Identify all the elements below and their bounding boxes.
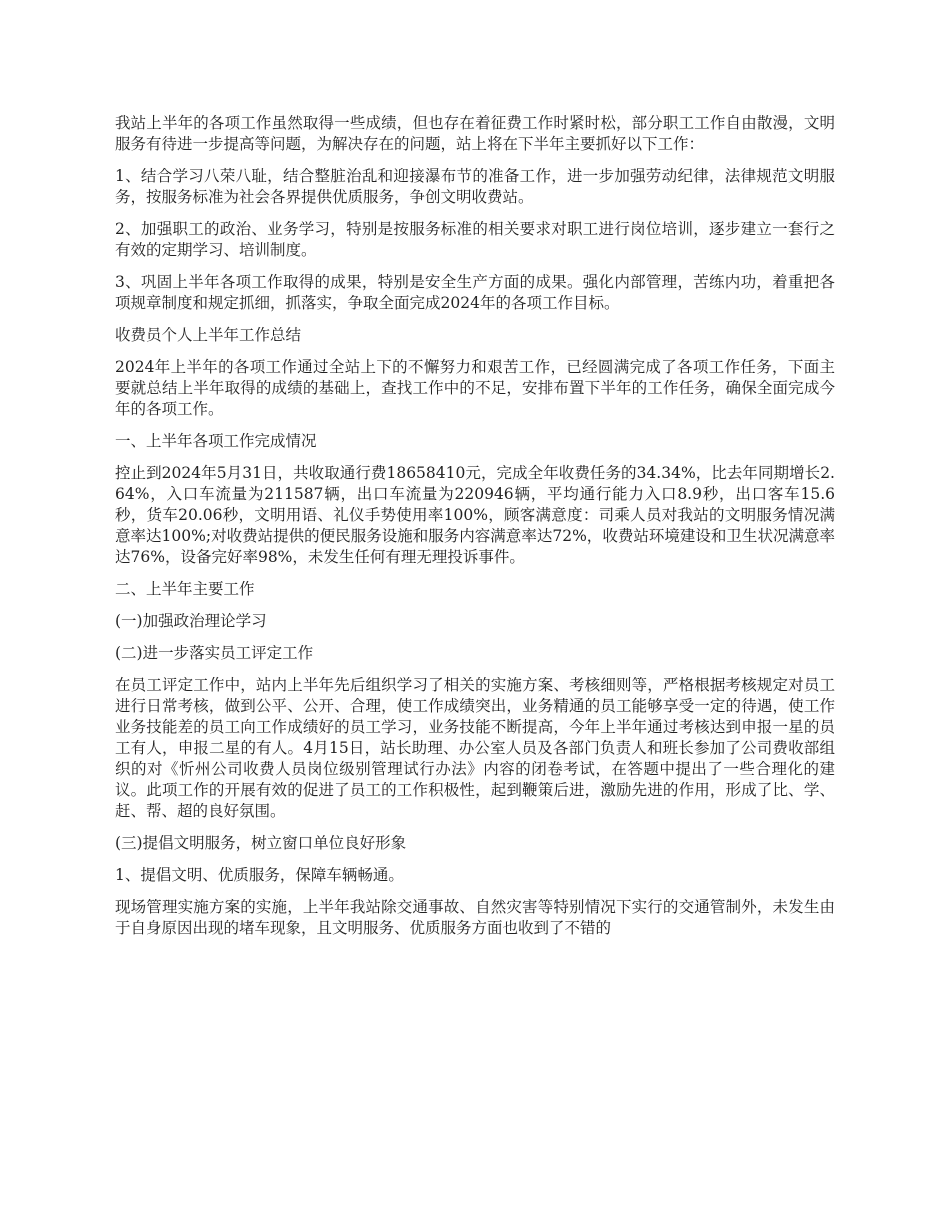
plan-item-1: 1、结合学习八荣八耻，结合整脏治乱和迎接瀑布节的准备工作，进一步加强劳动纪律，法律规范文明服务，按服务标准为社会各界提供优质服务，争创文明收费站。 xyxy=(115,167,835,206)
subheading-staff-evaluation: (二)进一步落实员工评定工作 xyxy=(115,644,314,662)
intro-paragraph: 我站上半年的各项工作虽然取得一些成绩，但也存在着征费工作时紧时松，部分职工工作自由散漫，文明服务有待进一步提高等问题，为解决存在的问题，站上将在下半年主要抓好以下工作： xyxy=(115,114,835,153)
plan-item-3: 3、巩固上半年各项工作取得的成果，特别是安全生产方面的成果。强化内部管理，苦练内功，着重把各项规章制度和规定抓细，抓落实，争取全面完成2024年的各项工作目标。 xyxy=(115,273,835,312)
civil-service-item-1: 1、提倡文明、优质服务，保障车辆畅通。 xyxy=(115,866,404,884)
section-title: 收费员个人上半年工作总结 xyxy=(115,326,302,344)
summary-intro-paragraph: 2024年上半年的各项工作通过全站上下的不懈努力和艰苦工作，已经圆满完成了各项工作任务，下面主要就总结上半年取得的成绩的基础上，查找工作中的不足，安排布置下半年的工作任务，确保全面完成今年的各项工作。 xyxy=(115,358,835,418)
site-management-paragraph: 现场管理实施方案的实施，上半年我站除交通事故、自然灾害等特别情况下实行的交通管制外，未发生由于自身原因出现的堵车现象，且文明服务、优质服务方面也收到了不错的 xyxy=(115,898,835,937)
staff-evaluation-paragraph: 在员工评定工作中，站内上半年先后组织学习了相关的实施方案、考核细则等，严格根据考核规定对员工进行日常考核，做到公平、公开、合理，使工作成绩突出，业务精通的员工能够享受一定的待遇，使工作业务技能差的员工向工作成绩好的员工学习，业务技能不断提高，今年上半年通过考核达到申报一星的员工有人，申报二星的有人。4月15日，站长助理、办公室人员及各部门负责人和班长参加了公司费收部组织的对《忻州公司收费人员岗位级别管理试行办法》内容的闭卷考试，在答题中提出了一些合理化的建议。此项工作的开展有效的促进了员工的工作积极性，起到鞭策后进，激励先进的作用，形成了比、学、赶、帮、超的良好氛围。 xyxy=(115,676,835,820)
subheading-political-study: (一)加强政治理论学习 xyxy=(115,612,267,630)
document-body xyxy=(115,113,835,950)
completion-stats-paragraph: 控止到2024年5月31日，共收取通行费18658410元，完成全年收费任务的34.34%，比去年同期增长2.64%，入口车流量为211587辆，出口车流量为220946辆，平均通行能力入口8.9秒，出口客车15.6秒，货车20.06秒，文明用语、礼仪手势使用率100%，顾客满意度：司乘人员对我站的文明服务情况满意率达100%;对收费站提供的便民服务设施和服务内容满意率达72%，收费站环境建设和卫生状况满意率达76%，设备完好率98%，未发生任何有理无理投诉事件。 xyxy=(115,464,835,566)
plan-item-2: 2、加强职工的政治、业务学习，特别是按服务标准的相关要求对职工进行岗位培训，逐步建立一套行之有效的定期学习、培训制度。 xyxy=(115,220,835,259)
heading-main-work: 二、上半年主要工作 xyxy=(115,580,255,598)
heading-completion: 一、上半年各项工作完成情况 xyxy=(115,432,317,450)
subheading-civil-service: (三)提倡文明服务，树立窗口单位良好形象 xyxy=(115,834,407,852)
